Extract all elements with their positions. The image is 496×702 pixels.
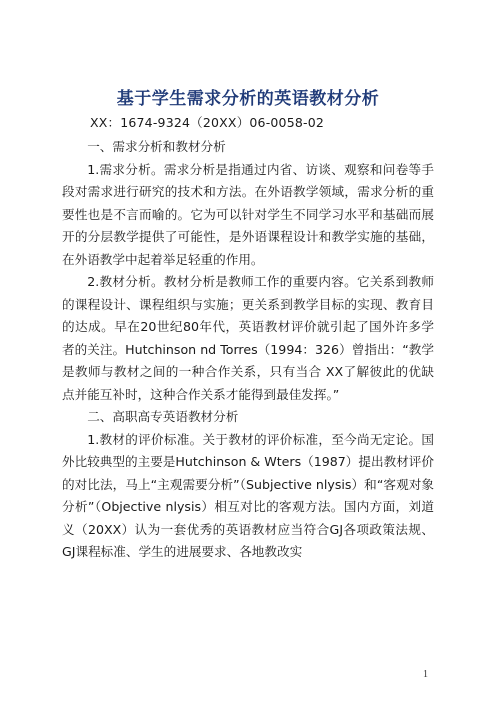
body-paragraph: 1.需求分析。需求分析是指通过内省、访谈、观察和问卷等手段对需求进行研究的技术和方法。在外语教学领域，需求分析的重要性也是不言而喻的。它为可以针对学生不同学习水平和基础而展开的分层教学提供了可能性，是外语课程设计和教学实施的基础，在外语教学中起着举足轻重的作用。 [62,161,434,267]
document-meta: XX：1674-9324（20XX）06-0058-02 [90,115,325,130]
section-heading: 一、需求分析和教材分析 [87,139,226,154]
body-paragraph: 1.教材的评价标准。关于教材的评价标准，至今尚无定论。国外比较典型的主要是Hutchinson & Wters（1987）提出教材评价的对比法，马上“主观需要分析”（Subjective nlysis）和“客观对象分析”（Objective nlysis）相互对比的客观方法。国内方面，刘道义（20XX）认为一套优秀的英语教材应当符合GJ各项政策法规、GJ课程标准、学生的进展要求、各地教改实 [62,431,434,559]
document-title: 基于学生需求分析的英语教材分析 [116,89,380,109]
section-heading: 二、高职高专英语教材分析 [87,409,239,424]
document-body [62,136,434,564]
page-number: 1 [423,669,428,680]
body-paragraph: 2.教材分析。教材分析是教师工作的重要内容。它关系到教师的课程设计、课程组织与实施；更关系到教学目标的实现、教育目的达成。早在20世纪80年代，英语教材评价就引起了国外许多学者的关注。Hutchinson nd Torres（1994：326）曾指出：“教学是教师与教材之间的一种合作关系，只有当合 XX了解彼此的优缺点并能互补时，这种合作关系才能得到最佳发挥。” [62,274,434,402]
